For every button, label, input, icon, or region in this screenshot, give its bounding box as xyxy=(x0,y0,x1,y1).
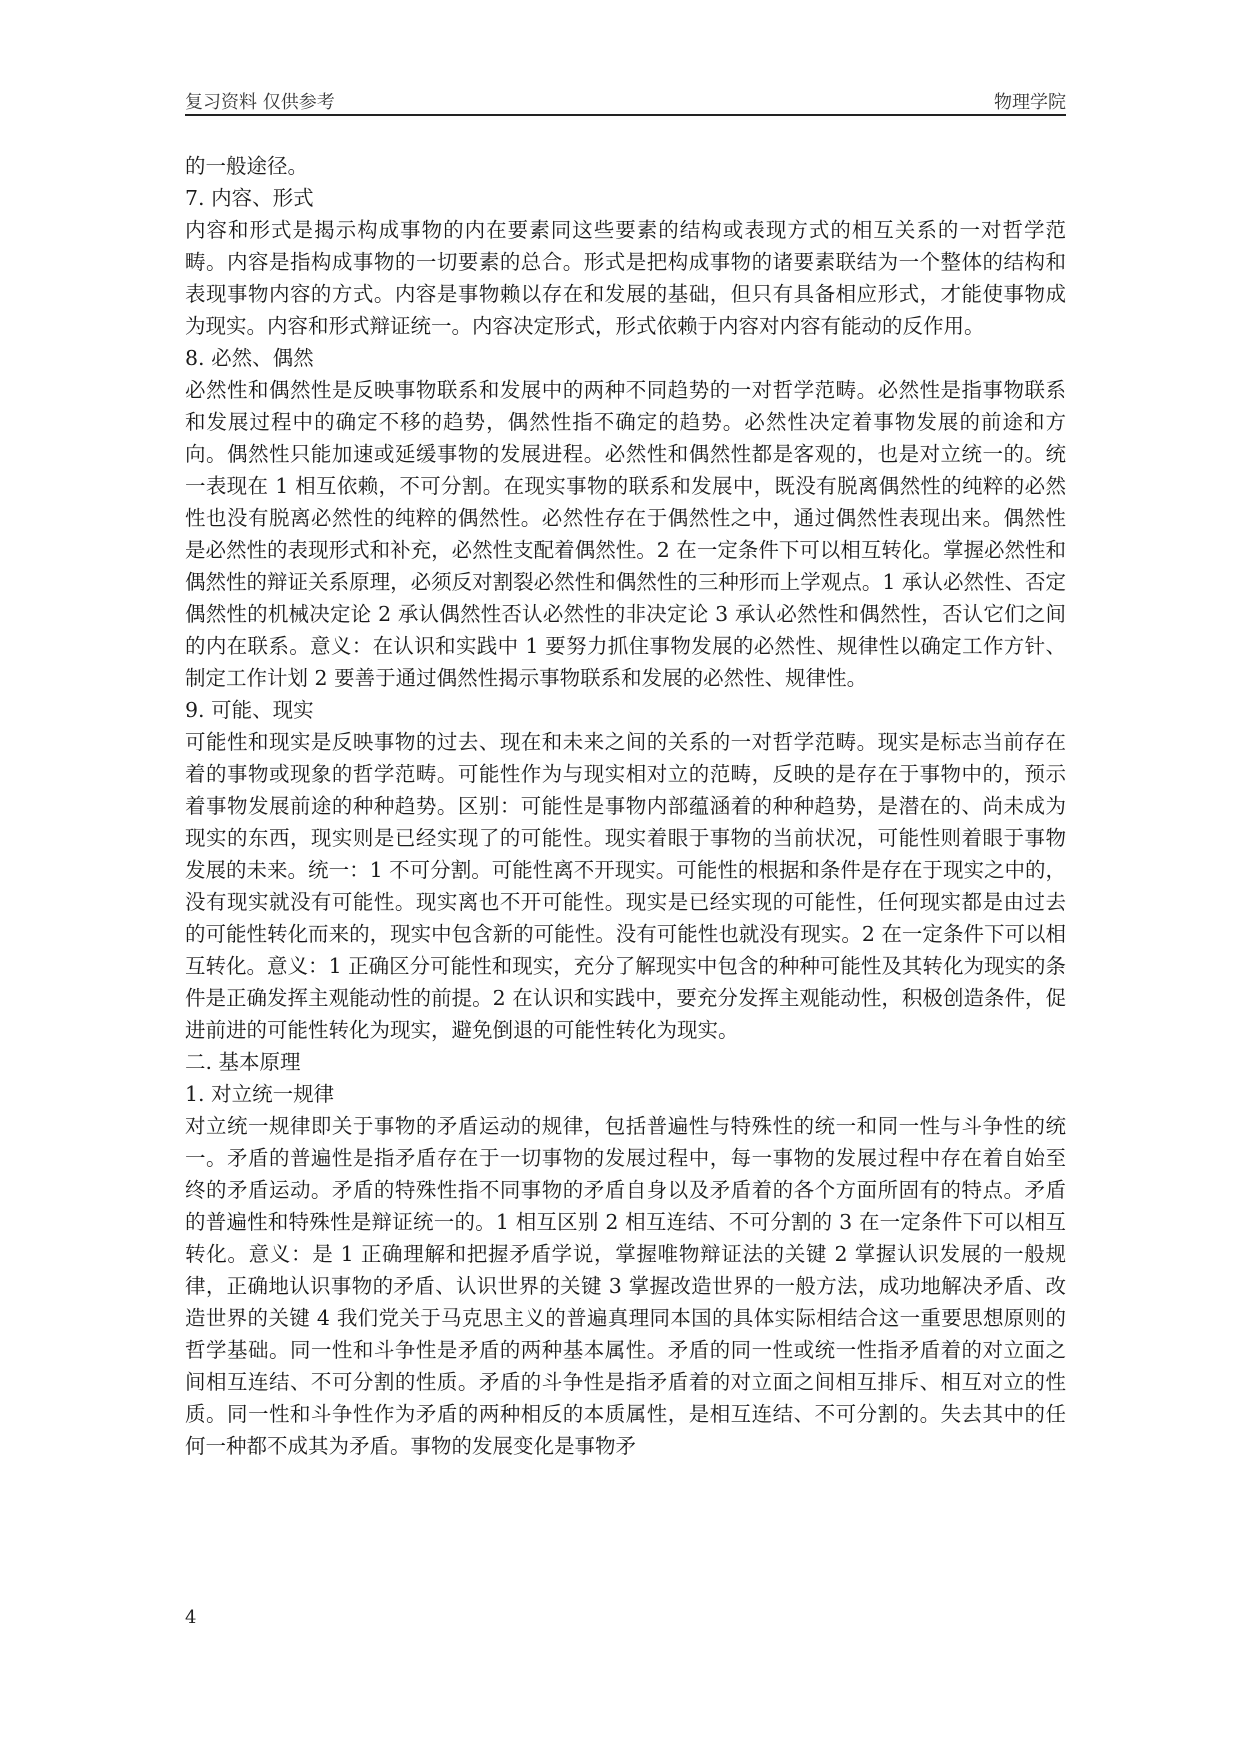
paragraph-continuation: 的一般途径。 xyxy=(185,154,308,178)
paragraph-unity-of-opposites: 对立统一规律即关于事物的矛盾运动的规律，包括普遍性与特殊性的统一和同一性与斗争性的统一。矛盾的普遍性是指矛盾存在于一切事物的发展过程中，每一事物的发展过程中存在着自始至终的矛盾运动。矛盾的特殊性指不同事物的矛盾自身以及矛盾着的各个方面所固有的特点。矛盾的普遍性和特殊性是辩证统一的。1 相互区别 2 相互连结、不可分割的 3 在一定条件下可以相互转化。意义：是 1 正确理解和把握矛盾学说，掌握唯物辩证法的关键 2 掌握认识发展的一般规律，正确地认识事物的矛盾、认识世界的关键 3 掌握改造世界的一般方法，成功地解决矛盾、改造世界的关键 4 我们党关于马克思主义的普遍真理同本国的具体实际相结合这一重要思想原则的哲学基础。同一性和斗争性是矛盾的两种基本属性。矛盾的同一性或统一性指矛盾着的对立面之间相互连结、不可分割的性质。矛盾的斗争性是指矛盾着的对立面之间相互排斥、相互对立的性质。同一性和斗争性作为矛盾的两种相反的本质属性，是相互连结、不可分割的。失去其中的任何一种都不成其为矛盾。事物的发展变化是事物矛 xyxy=(185,1114,1066,1458)
heading-unity-of-opposites: 1. 对立统一规律 xyxy=(185,1082,335,1106)
page-header xyxy=(185,88,1066,116)
paragraph-possibility-reality: 可能性和现实是反映事物的过去、现在和未来之间的关系的一对哲学范畴。现实是标志当前存在着的事物或现象的哲学范畴。可能性作为与现实相对立的范畴，反映的是存在于事物中的，预示着事物发展前途的种种趋势。区别：可能性是事物内部蕴涵着的种种趋势，是潜在的、尚未成为现实的东西，现实则是已经实现了的可能性。现实着眼于事物的当前状况，可能性则着眼于事物发展的未来。统一：1 不可分割。可能性离不开现实。可能性的根据和条件是存在于现实之中的，没有现实就没有可能性。现实离也不开可能性。现实是已经实现的可能性，任何现实都是由过去的可能性转化而来的，现实中包含新的可能性。没有可能性也就没有现实。2 在一定条件下可以相互转化。意义：1 正确区分可能性和现实，充分了解现实中包含的种种可能性及其转化为现实的条件是正确发挥主观能动性的前提。2 在认识和实践中，要充分发挥主观能动性，积极创造条件，促进前进的可能性转化为现实，避免倒退的可能性转化为现实。 xyxy=(185,730,1066,1042)
heading-necessity-chance: 8. 必然、偶然 xyxy=(185,346,314,370)
header-right-text: 物理学院 xyxy=(994,92,1066,113)
paragraph-necessity-chance: 必然性和偶然性是反映事物联系和发展中的两种不同趋势的一对哲学范畴。必然性是指事物联系和发展过程中的确定不移的趋势，偶然性指不确定的趋势。必然性决定着事物发展的前途和方向。偶然性只能加速或延缓事物的发展进程。必然性和偶然性都是客观的，也是对立统一的。统一表现在 1 相互依赖，不可分割。在现实事物的联系和发展中，既没有脱离偶然性的纯粹的必然性也没有脱离必然性的纯粹的偶然性。必然性存在于偶然性之中，通过偶然性表现出来。偶然性是必然性的表现形式和补充，必然性支配着偶然性。2 在一定条件下可以相互转化。掌握必然性和偶然性的辩证关系原理，必须反对割裂必然性和偶然性的三种形而上学观点。1 承认必然性、否定偶然性的机械决定论 2 承认偶然性否认必然性的非决定论 3 承认必然性和偶然性，否认它们之间的内在联系。意义：在认识和实践中 1 要努力抓住事物发展的必然性、规律性以确定工作方针、制定工作计划 2 要善于通过偶然性揭示事物联系和发展的必然性、规律性。 xyxy=(185,378,1066,690)
heading-possibility-reality: 9. 可能、现实 xyxy=(185,698,314,722)
page-number: 4 xyxy=(185,1607,197,1628)
document-body xyxy=(185,150,1066,1462)
paragraph-content-form: 内容和形式是揭示构成事物的内在要素同这些要素的结构或表现方式的相互关系的一对哲学范畴。内容是指构成事物的一切要素的总合。形式是把构成事物的诸要素联结为一个整体的结构和表现事物内容的方式。内容是事物赖以存在和发展的基础，但只有具备相应形式，才能使事物成为现实。内容和形式辩证统一。内容决定形式，形式依赖于内容对内容有能动的反作用。 xyxy=(185,218,1066,338)
heading-basic-principles: 二. 基本原理 xyxy=(185,1050,301,1074)
header-left-text: 复习资料 仅供参考 xyxy=(185,92,335,113)
heading-content-form: 7. 内容、形式 xyxy=(185,186,314,210)
